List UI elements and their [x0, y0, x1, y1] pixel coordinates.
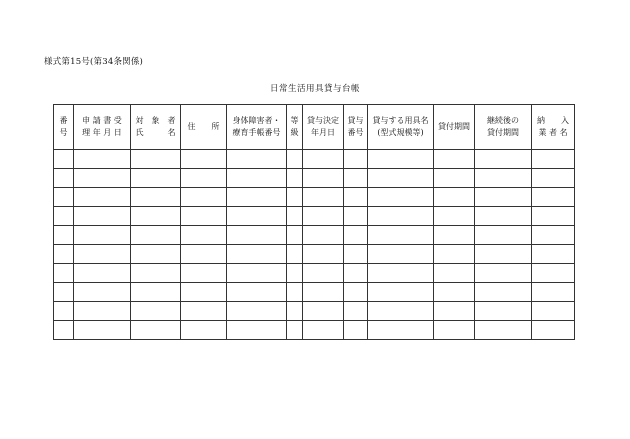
cell-application-date: [74, 169, 131, 188]
cell-application-date: [74, 207, 131, 226]
cell-address: [181, 283, 227, 302]
cell-address: [181, 302, 227, 321]
cell-loan-period: [434, 264, 475, 283]
table-row: [54, 321, 575, 340]
cell-supplier-name: [532, 150, 575, 169]
cell-loan-period: [434, 150, 475, 169]
cell-equipment-name: [368, 226, 434, 245]
header-application-date: 申 請 書 受 理 年 月 日: [74, 105, 131, 150]
cell-loan-period: [434, 188, 475, 207]
cell-subject-name: [131, 226, 181, 245]
table-row: [54, 264, 575, 283]
cell-loan-number: [344, 150, 368, 169]
cell-equipment-name: [368, 321, 434, 340]
cell-grade: [287, 169, 303, 188]
cell-number: [54, 226, 74, 245]
cell-address: [181, 245, 227, 264]
cell-disability-handbook: [227, 302, 287, 321]
cell-grade: [287, 302, 303, 321]
header-loan-period: 貸付期間: [434, 105, 475, 150]
cell-subject-name: [131, 264, 181, 283]
cell-application-date: [74, 264, 131, 283]
cell-disability-handbook: [227, 245, 287, 264]
cell-application-date: [74, 150, 131, 169]
cell-loan-period: [434, 207, 475, 226]
cell-equipment-name: [368, 302, 434, 321]
cell-loan-number: [344, 283, 368, 302]
header-subject-name: 対 象 者 氏 名: [131, 105, 181, 150]
cell-continued-period: [475, 188, 532, 207]
cell-loan-decision-date: [303, 283, 344, 302]
cell-continued-period: [475, 245, 532, 264]
cell-address: [181, 169, 227, 188]
cell-loan-decision-date: [303, 169, 344, 188]
cell-continued-period: [475, 207, 532, 226]
cell-grade: [287, 207, 303, 226]
cell-number: [54, 245, 74, 264]
cell-loan-decision-date: [303, 264, 344, 283]
cell-loan-period: [434, 302, 475, 321]
table-row: [54, 245, 575, 264]
cell-grade: [287, 226, 303, 245]
cell-equipment-name: [368, 150, 434, 169]
cell-continued-period: [475, 226, 532, 245]
cell-loan-number: [344, 207, 368, 226]
header-number: 番 号: [54, 105, 74, 150]
cell-loan-period: [434, 245, 475, 264]
cell-address: [181, 321, 227, 340]
cell-continued-period: [475, 264, 532, 283]
cell-loan-period: [434, 226, 475, 245]
cell-subject-name: [131, 188, 181, 207]
cell-number: [54, 264, 74, 283]
cell-loan-decision-date: [303, 150, 344, 169]
cell-equipment-name: [368, 207, 434, 226]
cell-loan-decision-date: [303, 321, 344, 340]
cell-loan-number: [344, 321, 368, 340]
cell-supplier-name: [532, 188, 575, 207]
cell-number: [54, 283, 74, 302]
header-loan-decision-date: 貸与決定 年月日: [303, 105, 344, 150]
cell-application-date: [74, 302, 131, 321]
cell-application-date: [74, 245, 131, 264]
header-continued-period: 継続後の 貸付期間: [475, 105, 532, 150]
cell-address: [181, 264, 227, 283]
cell-application-date: [74, 226, 131, 245]
cell-address: [181, 226, 227, 245]
cell-supplier-name: [532, 169, 575, 188]
table-row: [54, 150, 575, 169]
header-loan-number: 貸与 番号: [344, 105, 368, 150]
cell-number: [54, 188, 74, 207]
cell-continued-period: [475, 169, 532, 188]
cell-disability-handbook: [227, 207, 287, 226]
cell-grade: [287, 245, 303, 264]
table-row: [54, 188, 575, 207]
cell-loan-number: [344, 264, 368, 283]
cell-disability-handbook: [227, 169, 287, 188]
cell-grade: [287, 321, 303, 340]
cell-address: [181, 150, 227, 169]
cell-loan-period: [434, 321, 475, 340]
cell-supplier-name: [532, 264, 575, 283]
cell-disability-handbook: [227, 264, 287, 283]
cell-application-date: [74, 283, 131, 302]
table-row: [54, 169, 575, 188]
cell-disability-handbook: [227, 321, 287, 340]
cell-number: [54, 302, 74, 321]
header-disability-handbook: 身体障害者・ 療育手帳番号: [227, 105, 287, 150]
cell-grade: [287, 150, 303, 169]
cell-subject-name: [131, 169, 181, 188]
document-title: 日常生活用具貸与台帳: [269, 84, 360, 94]
cell-equipment-name: [368, 245, 434, 264]
cell-continued-period: [475, 150, 532, 169]
cell-continued-period: [475, 283, 532, 302]
cell-disability-handbook: [227, 188, 287, 207]
table-row: [54, 283, 575, 302]
cell-equipment-name: [368, 283, 434, 302]
cell-equipment-name: [368, 264, 434, 283]
cell-address: [181, 188, 227, 207]
cell-supplier-name: [532, 321, 575, 340]
cell-subject-name: [131, 283, 181, 302]
cell-loan-decision-date: [303, 207, 344, 226]
cell-loan-number: [344, 302, 368, 321]
cell-equipment-name: [368, 169, 434, 188]
cell-disability-handbook: [227, 150, 287, 169]
cell-number: [54, 150, 74, 169]
cell-grade: [287, 283, 303, 302]
cell-grade: [287, 188, 303, 207]
table-row: [54, 302, 575, 321]
cell-disability-handbook: [227, 226, 287, 245]
cell-grade: [287, 264, 303, 283]
table-row: [54, 207, 575, 226]
cell-subject-name: [131, 302, 181, 321]
cell-disability-handbook: [227, 283, 287, 302]
cell-loan-decision-date: [303, 226, 344, 245]
cell-loan-number: [344, 169, 368, 188]
cell-loan-period: [434, 283, 475, 302]
header-supplier-name: 納 入 業 者 名: [532, 105, 575, 150]
cell-loan-decision-date: [303, 245, 344, 264]
cell-continued-period: [475, 302, 532, 321]
cell-number: [54, 207, 74, 226]
cell-application-date: [74, 188, 131, 207]
cell-subject-name: [131, 321, 181, 340]
cell-loan-period: [434, 169, 475, 188]
header-address: 住 所: [181, 105, 227, 150]
cell-loan-decision-date: [303, 188, 344, 207]
cell-subject-name: [131, 207, 181, 226]
loan-ledger-table: [53, 104, 575, 340]
cell-subject-name: [131, 150, 181, 169]
cell-supplier-name: [532, 226, 575, 245]
cell-loan-number: [344, 245, 368, 264]
header-grade: 等 級: [287, 105, 303, 150]
table-row: [54, 226, 575, 245]
cell-loan-number: [344, 226, 368, 245]
cell-application-date: [74, 321, 131, 340]
cell-supplier-name: [532, 207, 575, 226]
cell-supplier-name: [532, 245, 575, 264]
ledger-body: [54, 150, 575, 340]
cell-subject-name: [131, 245, 181, 264]
cell-supplier-name: [532, 302, 575, 321]
cell-number: [54, 321, 74, 340]
header-row: [54, 105, 575, 150]
cell-continued-period: [475, 321, 532, 340]
cell-equipment-name: [368, 188, 434, 207]
header-equipment-name: 貸与する用具名 (型式規模等): [368, 105, 434, 150]
cell-address: [181, 207, 227, 226]
cell-number: [54, 169, 74, 188]
cell-supplier-name: [532, 283, 575, 302]
cell-loan-number: [344, 188, 368, 207]
form-number-label: 様式第15号(第34条関係): [44, 57, 144, 67]
cell-loan-decision-date: [303, 302, 344, 321]
